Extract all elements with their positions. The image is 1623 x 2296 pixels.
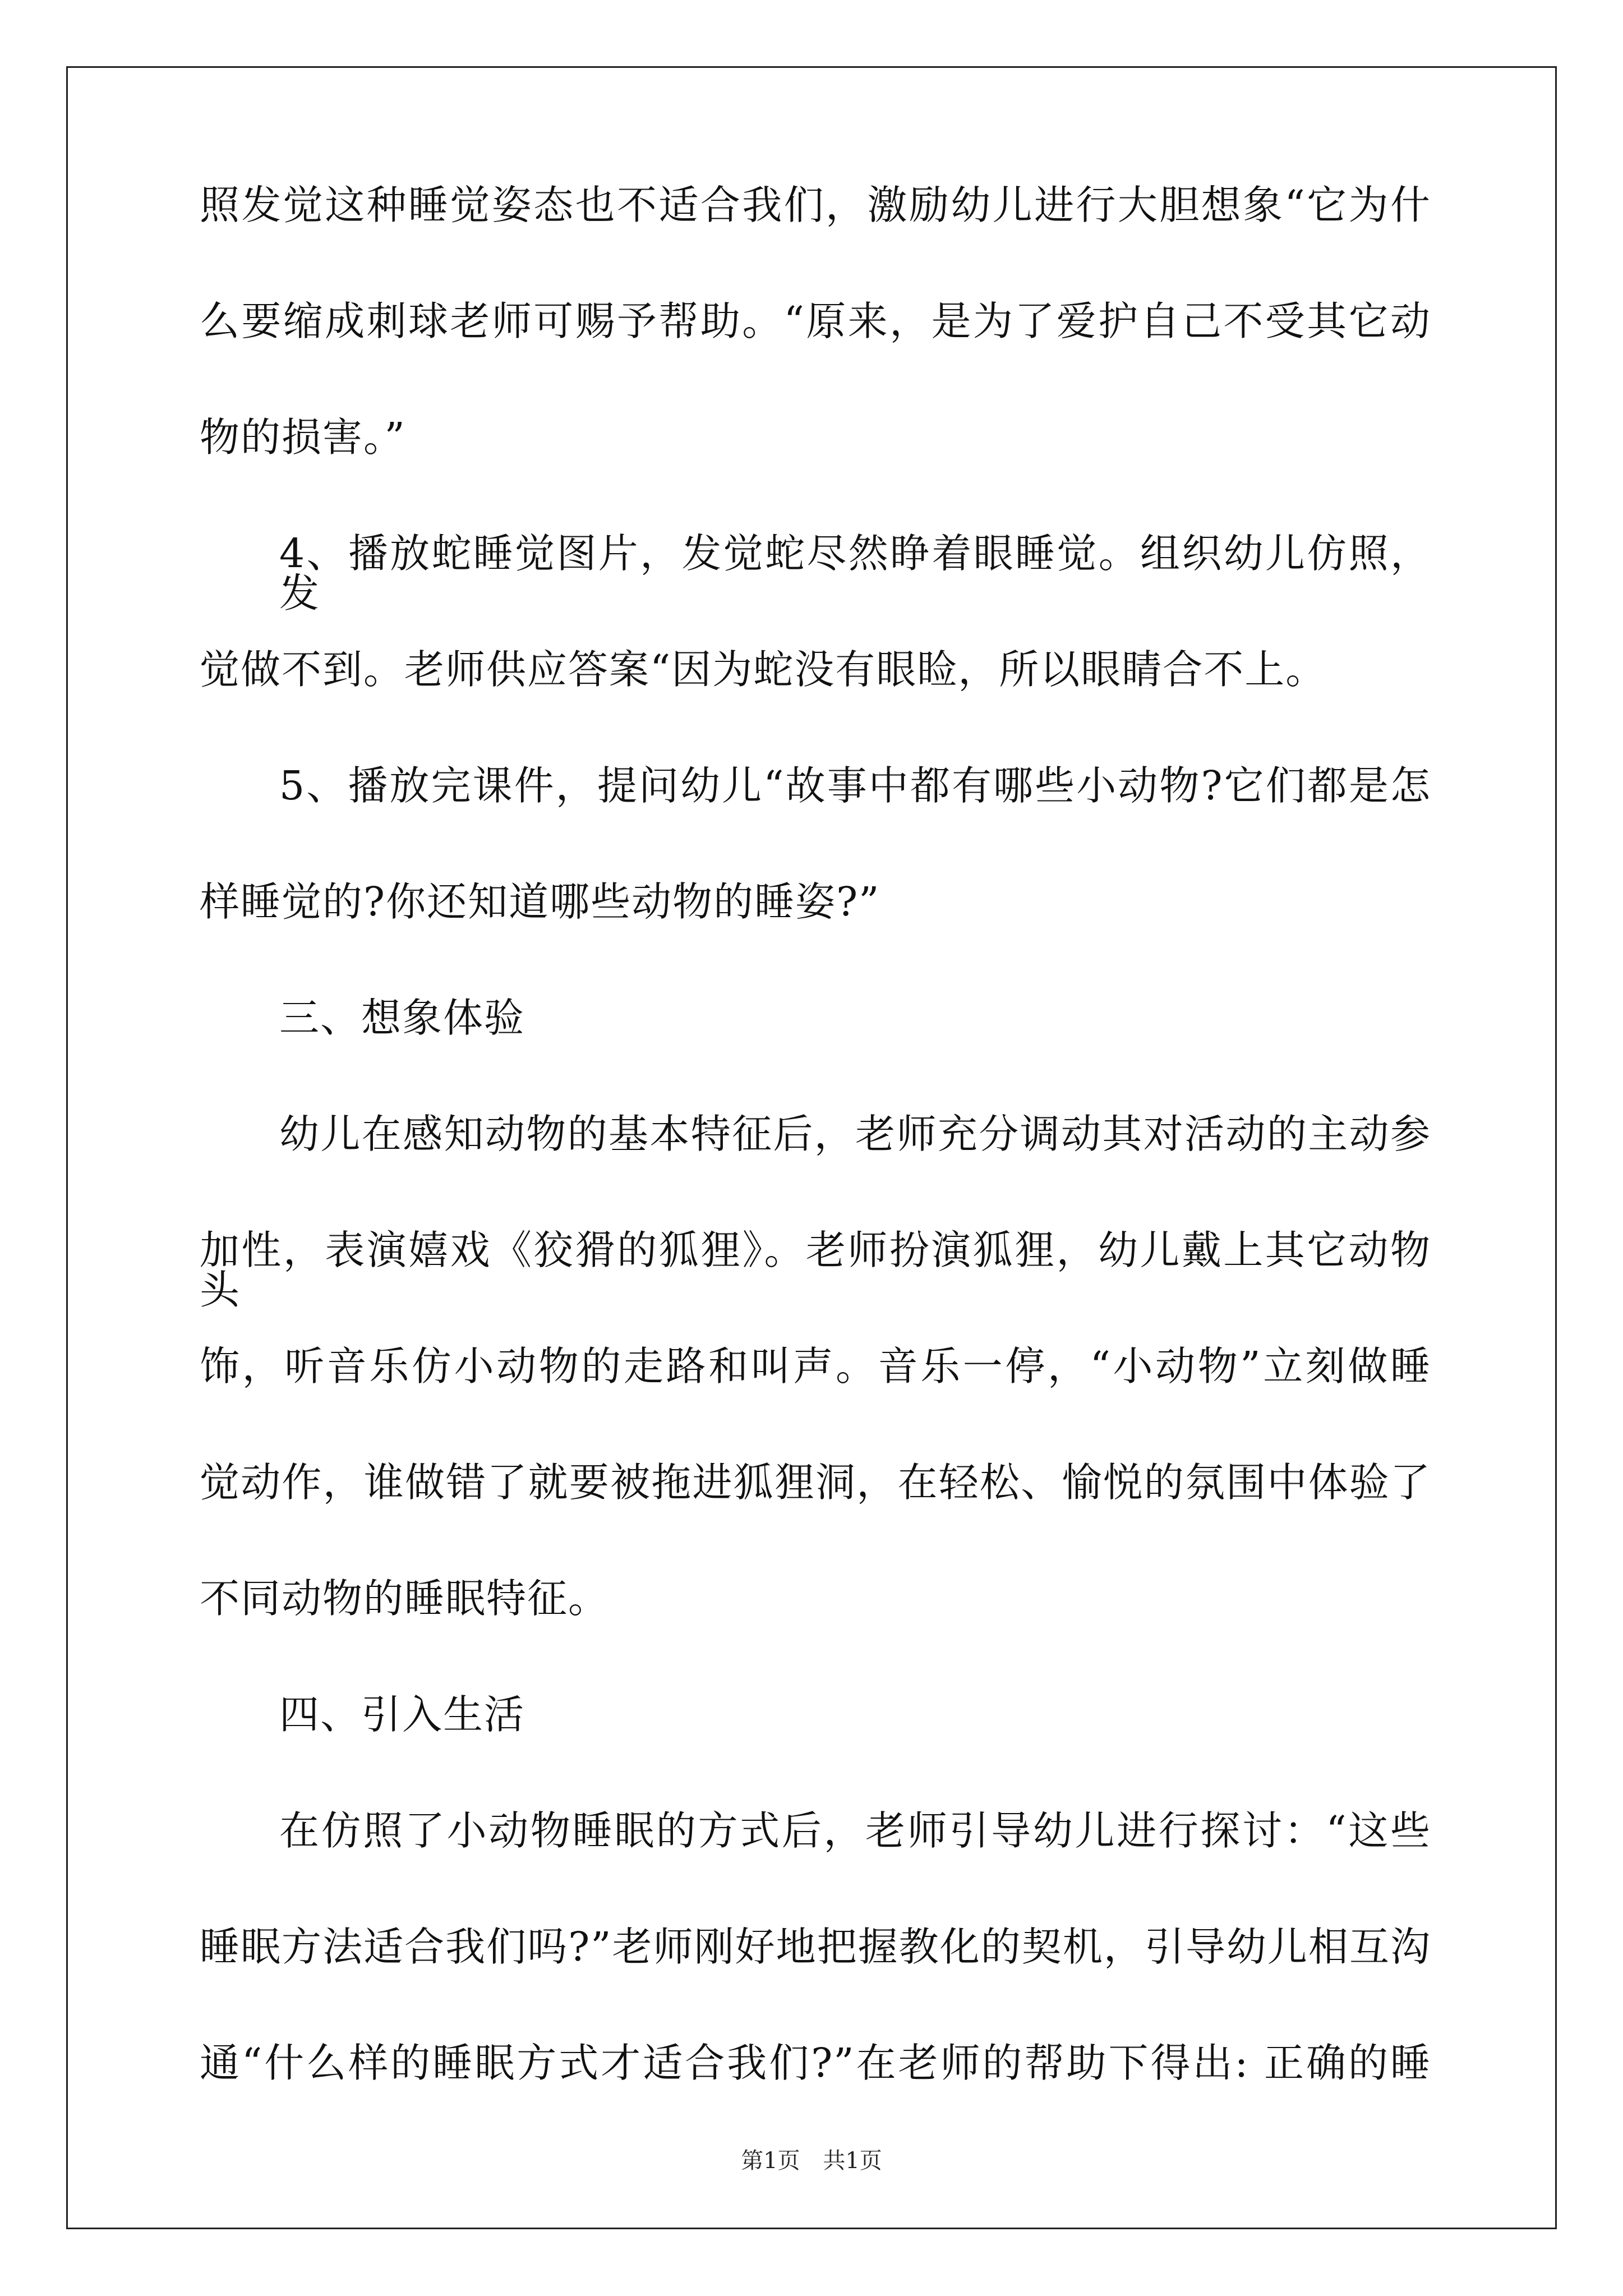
text-line: 觉做不到。老师供应答案“因为蛇没有眼睑，所以眼睛合不上。 [200, 646, 1327, 693]
text-line: 饰，听音乐仿小动物的走路和叫声。音乐一停，“小动物”立刻做睡 [200, 1343, 1431, 1389]
text-line: 加性，表演嬉戏《狡猾的狐狸》。老师扮演狐狸，幼儿戴上其它动物头 [200, 1227, 1431, 1313]
text-line: 睡眠方法适合我们吗?”老师刚好地把握教化的契机，引导幼儿相互沟 [200, 1924, 1431, 1970]
page-total: 共1页 [823, 2148, 882, 2174]
text-line: 不同动物的睡眠特征。 [200, 1575, 610, 1622]
text-line: 在仿照了小动物睡眠的方式后，老师引导幼儿进行探讨：“这些 [279, 1807, 1431, 1854]
section-heading: 四、引入生活 [279, 1691, 525, 1738]
text-line: 么要缩成刺球老师可赐予帮助。“原来，是为了爱护自己不受其它动 [200, 298, 1431, 344]
page-footer [0, 2143, 1623, 2175]
text-line: 4、播放蛇睡觉图片，发觉蛇尽然睁着眼睡觉。组织幼儿仿照，发 [279, 530, 1431, 616]
page-number: 第1页 [741, 2148, 800, 2174]
text-line: 5、播放完课件，提问幼儿“故事中都有哪些小动物?它们都是怎 [279, 762, 1431, 809]
text-line: 通“什么样的睡眠方式才适合我们?”在老师的帮助下得出: 正确的睡 [200, 2040, 1431, 2086]
text-line: 照发觉这种睡觉姿态也不适合我们，激励幼儿进行大胆想象“它为什 [200, 182, 1431, 228]
text-line: 觉动作，谁做错了就要被拖进狐狸洞，在轻松、愉悦的氛围中体验了 [200, 1459, 1431, 1506]
section-heading: 三、想象体验 [279, 995, 525, 1041]
text-line: 物的损害。” [200, 414, 406, 461]
text-line: 幼儿在感知动物的基本特征后，老师充分调动其对活动的主动参 [279, 1111, 1431, 1157]
text-line: 样睡觉的?你还知道哪些动物的睡姿?” [200, 878, 880, 925]
